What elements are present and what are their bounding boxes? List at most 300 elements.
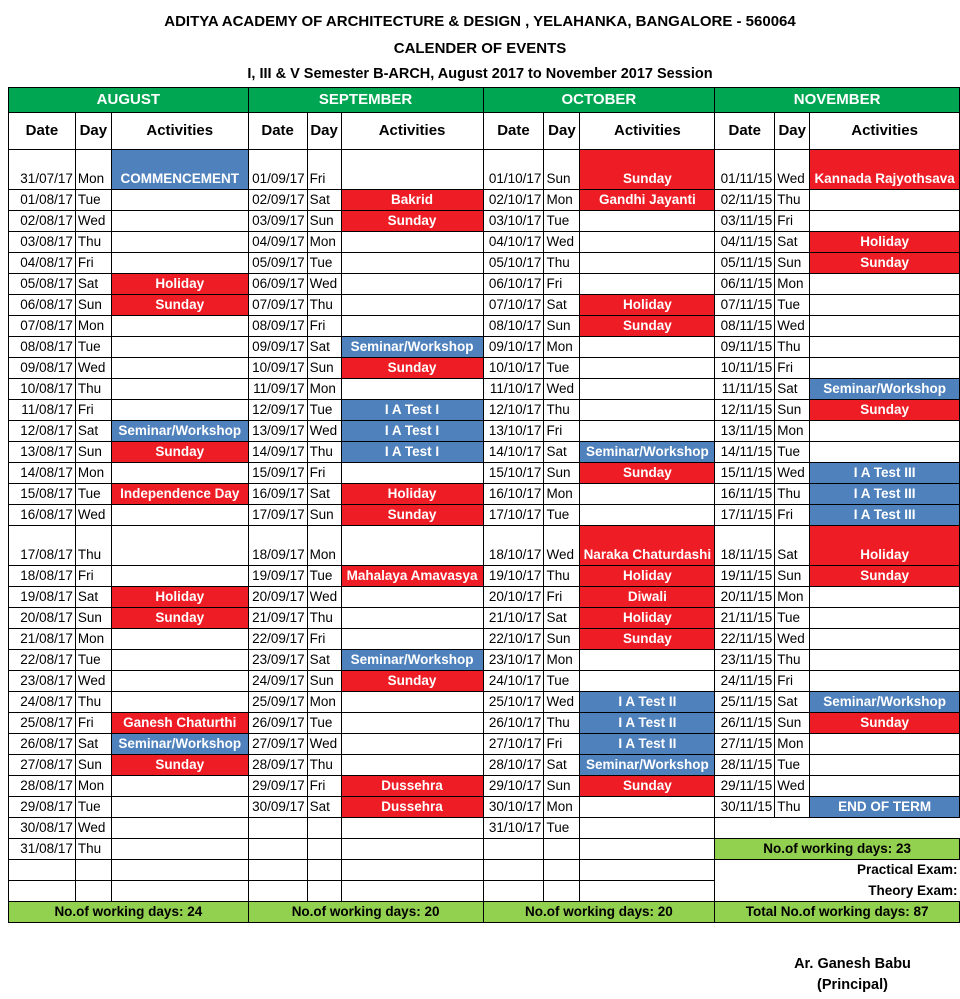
activity-cell: Seminar/Workshop [810,379,960,400]
working-days-total: Total No.of working days: 87 [715,902,960,923]
date-cell: 09/11/15 [715,337,775,358]
day-cell: Fri [75,253,111,274]
day-cell: Wed [544,232,580,253]
activity-cell [810,358,960,379]
activity-cell [341,839,483,860]
month-name: AUGUST [9,88,249,113]
date-cell: 26/11/15 [715,713,775,734]
day-cell: Mon [75,629,111,650]
day-cell: Thu [544,566,580,587]
activity-cell [580,505,715,526]
date-cell: 23/10/17 [483,650,544,671]
table-row [9,442,960,463]
date-cell: 19/10/17 [483,566,544,587]
date-cell: 16/10/17 [483,484,544,505]
month-name: NOVEMBER [715,88,960,113]
date-cell: 29/09/17 [248,776,307,797]
working-days-total: No.of working days: 24 [9,902,249,923]
activity-cell: I A Test III [810,484,960,505]
day-cell: Wed [307,421,341,442]
day-cell: Mon [75,316,111,337]
day-cell: Thu [307,608,341,629]
activity-cell: END OF TERM [810,797,960,818]
day-cell: Tue [75,650,111,671]
day-cell: Sun [775,400,810,421]
table-row [9,818,960,839]
activity-cell [341,608,483,629]
activity-cell: Gandhi Jayanti [580,190,715,211]
date-cell: 07/08/17 [9,316,76,337]
day-cell: Sun [544,629,580,650]
activity-cell [341,713,483,734]
activity-cell: Sunday [111,295,248,316]
activity-cell: Sunday [341,671,483,692]
day-cell: Thu [307,755,341,776]
table-row [9,860,960,881]
activity-cell: Sunday [111,755,248,776]
date-cell: 31/07/17 [9,150,76,190]
date-cell: 04/11/15 [715,232,775,253]
activity-cell: I A Test III [810,463,960,484]
column-header-row [9,113,960,150]
day-cell: Thu [544,713,580,734]
activity-cell: Sunday [810,713,960,734]
date-cell: 30/09/17 [248,797,307,818]
table-row [9,232,960,253]
date-cell: 18/09/17 [248,526,307,566]
day-cell: Thu [75,379,111,400]
date-cell: 26/08/17 [9,734,76,755]
date-cell: 27/11/15 [715,734,775,755]
activity-cell [111,190,248,211]
day-cell: Thu [544,400,580,421]
activity-cell [341,295,483,316]
day-cell: Fri [307,316,341,337]
empty-cell [341,881,483,902]
day-cell [544,839,580,860]
date-cell: 05/08/17 [9,274,76,295]
date-cell: 28/09/17 [248,755,307,776]
calendar-table [8,87,960,923]
column-header-day: Day [544,113,580,150]
signatory-title: (Principal) [817,977,888,993]
day-cell: Tue [75,190,111,211]
column-header-date: Date [483,113,544,150]
activity-cell [341,232,483,253]
date-cell: 25/11/15 [715,692,775,713]
day-cell: Thu [75,526,111,566]
column-header-day: Day [75,113,111,150]
day-cell: Mon [307,379,341,400]
day-cell: Sun [544,316,580,337]
activity-cell [111,316,248,337]
activity-cell: Seminar/Workshop [111,421,248,442]
activity-cell [810,211,960,232]
day-cell: Fri [544,734,580,755]
date-cell: 07/11/15 [715,295,775,316]
working-days-total: No.of working days: 20 [483,902,715,923]
activity-cell: I A Test I [341,421,483,442]
date-cell: 17/11/15 [715,505,775,526]
date-cell: 28/10/17 [483,755,544,776]
day-cell: Sun [75,295,111,316]
date-cell: 14/08/17 [9,463,76,484]
day-cell: Tue [544,818,580,839]
date-cell: 14/09/17 [248,442,307,463]
day-cell: Tue [544,671,580,692]
activity-cell [580,232,715,253]
date-cell: 12/09/17 [248,400,307,421]
day-cell: Fri [307,629,341,650]
day-cell: Mon [775,587,810,608]
activity-cell [580,337,715,358]
day-cell: Sun [775,713,810,734]
date-cell: 15/11/15 [715,463,775,484]
activity-cell: Bakrid [341,190,483,211]
day-cell: Mon [544,650,580,671]
activity-cell: I A Test I [341,442,483,463]
date-cell: 11/09/17 [248,379,307,400]
activity-cell [810,608,960,629]
table-row [9,358,960,379]
activity-cell [111,337,248,358]
activity-cell: Independence Day [111,484,248,505]
day-cell: Sat [544,755,580,776]
date-cell: 25/10/17 [483,692,544,713]
activity-cell: Holiday [580,566,715,587]
day-cell: Sat [307,190,341,211]
date-cell: 03/10/17 [483,211,544,232]
day-cell: Sat [307,650,341,671]
day-cell: Wed [775,150,810,190]
activity-cell [580,253,715,274]
activity-cell [111,358,248,379]
date-cell: 08/09/17 [248,316,307,337]
activity-cell [810,671,960,692]
working-days-row [9,902,960,923]
activity-cell: Sunday [341,505,483,526]
activity-cell [810,629,960,650]
date-cell: 05/09/17 [248,253,307,274]
day-cell: Tue [775,608,810,629]
empty-cell [248,860,307,881]
day-cell: Wed [75,358,111,379]
date-cell: 31/08/17 [9,839,76,860]
date-cell: 18/11/15 [715,526,775,566]
date-cell: 26/09/17 [248,713,307,734]
empty-cell [111,881,248,902]
day-cell: Thu [307,295,341,316]
day-cell: Sat [75,734,111,755]
date-cell: 10/09/17 [248,358,307,379]
date-cell: 18/08/17 [9,566,76,587]
activity-cell [810,587,960,608]
date-cell: 21/09/17 [248,608,307,629]
table-row [9,505,960,526]
date-cell: 20/11/15 [715,587,775,608]
day-cell: Mon [75,150,111,190]
activity-cell [111,505,248,526]
date-cell: 08/11/15 [715,316,775,337]
day-cell: Mon [775,421,810,442]
month-header-row [9,88,960,113]
empty-cell [75,860,111,881]
date-cell: 01/10/17 [483,150,544,190]
date-cell: 23/09/17 [248,650,307,671]
day-cell: Mon [775,734,810,755]
date-cell: 19/09/17 [248,566,307,587]
activity-cell [111,463,248,484]
day-cell: Thu [75,232,111,253]
day-cell: Mon [75,463,111,484]
activity-cell: Holiday [810,526,960,566]
day-cell: Wed [75,505,111,526]
date-cell: 22/11/15 [715,629,775,650]
date-cell: 24/09/17 [248,671,307,692]
date-cell: 25/09/17 [248,692,307,713]
activity-cell [111,797,248,818]
activity-cell [341,150,483,190]
activity-cell [111,629,248,650]
activity-cell [810,734,960,755]
activity-cell: Seminar/Workshop [111,734,248,755]
date-cell: 06/08/17 [9,295,76,316]
activity-cell: Sunday [580,150,715,190]
table-row [9,692,960,713]
date-cell: 02/09/17 [248,190,307,211]
date-cell: 17/09/17 [248,505,307,526]
date-cell: 13/10/17 [483,421,544,442]
date-cell: 11/08/17 [9,400,76,421]
activity-cell [580,358,715,379]
day-cell: Mon [307,692,341,713]
activity-cell: Sunday [810,253,960,274]
activity-cell: Seminar/Workshop [341,650,483,671]
day-cell: Mon [544,190,580,211]
date-cell: 20/10/17 [483,587,544,608]
activity-cell: Sunday [580,316,715,337]
table-row [9,337,960,358]
date-cell: 28/08/17 [9,776,76,797]
activity-cell [111,839,248,860]
empty-cell [544,881,580,902]
date-cell: 26/10/17 [483,713,544,734]
day-cell: Thu [75,692,111,713]
empty-cell [75,881,111,902]
date-cell: 22/08/17 [9,650,76,671]
day-cell: Wed [775,629,810,650]
activity-cell: Sunday [111,608,248,629]
day-cell: Thu [307,442,341,463]
session-subtitle: I, III & V Semester B-ARCH, August 2017 to November 2017 Session [247,66,713,82]
column-header-day: Day [775,113,810,150]
day-cell: Sun [775,253,810,274]
date-cell: 24/11/15 [715,671,775,692]
date-cell: 15/09/17 [248,463,307,484]
table-row [9,776,960,797]
activity-cell: Sunday [580,629,715,650]
day-cell: Sat [75,421,111,442]
table-row [9,881,960,902]
activity-cell [111,526,248,566]
empty-cell [307,860,341,881]
activity-cell [111,253,248,274]
activity-cell: Dussehra [341,776,483,797]
day-cell: Sun [307,358,341,379]
date-cell: 01/11/15 [715,150,775,190]
activity-cell: Holiday [580,608,715,629]
table-row [9,650,960,671]
activity-cell [580,484,715,505]
day-cell: Sun [307,671,341,692]
activity-cell: I A Test II [580,734,715,755]
practical-exam-label: Practical Exam: [856,862,958,878]
activity-cell: I A Test III [810,505,960,526]
date-cell: 15/08/17 [9,484,76,505]
table-row [9,755,960,776]
date-cell: 14/11/15 [715,442,775,463]
date-cell: 20/09/17 [248,587,307,608]
activity-cell: Holiday [111,274,248,295]
day-cell: Thu [775,337,810,358]
day-cell: Sun [75,442,111,463]
day-cell: Fri [75,400,111,421]
date-cell: 06/09/17 [248,274,307,295]
day-cell: Wed [544,526,580,566]
date-cell: 12/11/15 [715,400,775,421]
date-cell: 20/08/17 [9,608,76,629]
column-header-activities: Activities [111,113,248,150]
date-cell: 19/08/17 [9,587,76,608]
date-cell: 09/08/17 [9,358,76,379]
day-cell: Thu [75,839,111,860]
date-cell: 13/09/17 [248,421,307,442]
day-cell: Thu [775,650,810,671]
table-row [9,484,960,505]
empty-cell [715,818,960,839]
day-cell: Tue [775,295,810,316]
date-cell: 05/11/15 [715,253,775,274]
date-cell [248,818,307,839]
activity-cell: Seminar/Workshop [580,442,715,463]
activity-cell [341,463,483,484]
date-cell: 17/08/17 [9,526,76,566]
date-cell: 27/08/17 [9,755,76,776]
activity-cell [580,671,715,692]
document-title: CALENDER OF EVENTS [393,40,567,57]
table-row [9,526,960,566]
date-cell: 11/10/17 [483,379,544,400]
activity-cell [341,526,483,566]
activity-cell [580,650,715,671]
activity-cell [810,337,960,358]
day-cell: Fri [307,776,341,797]
empty-cell [544,860,580,881]
day-cell: Sun [775,566,810,587]
activity-cell [111,566,248,587]
activity-cell: Seminar/Workshop [341,337,483,358]
activity-cell [810,650,960,671]
day-cell: Wed [544,692,580,713]
activity-cell [810,295,960,316]
table-row [9,150,960,190]
day-cell: Fri [544,274,580,295]
table-row [9,671,960,692]
activity-cell [810,776,960,797]
activity-cell: Seminar/Workshop [810,692,960,713]
activity-cell: Sunday [341,358,483,379]
column-header-activities: Activities [341,113,483,150]
activity-cell: Sunday [341,211,483,232]
empty-cell [9,860,76,881]
date-cell: 21/11/15 [715,608,775,629]
day-cell: Wed [775,463,810,484]
empty-cell [9,881,76,902]
day-cell: Wed [75,211,111,232]
date-cell: 16/08/17 [9,505,76,526]
day-cell: Sun [544,463,580,484]
activity-cell: Sunday [580,463,715,484]
activity-cell [580,797,715,818]
date-cell: 18/10/17 [483,526,544,566]
working-days-november: No.of working days: 23 [715,839,960,860]
date-cell: 09/10/17 [483,337,544,358]
table-row [9,253,960,274]
table-row [9,211,960,232]
date-cell: 08/10/17 [483,316,544,337]
day-cell: Wed [544,379,580,400]
day-cell: Sun [75,608,111,629]
day-cell: Mon [544,337,580,358]
date-cell: 17/10/17 [483,505,544,526]
date-cell: 06/11/15 [715,274,775,295]
day-cell: Sat [544,608,580,629]
activity-cell [810,316,960,337]
date-cell: 04/09/17 [248,232,307,253]
empty-cell [580,881,715,902]
date-cell: 15/10/17 [483,463,544,484]
date-cell: 16/11/15 [715,484,775,505]
day-cell: Sat [775,232,810,253]
activity-cell [341,818,483,839]
day-cell: Sun [75,755,111,776]
activity-cell [580,421,715,442]
activity-cell [810,274,960,295]
date-cell: 12/08/17 [9,421,76,442]
activity-cell: Dussehra [341,797,483,818]
activity-cell [341,253,483,274]
activity-cell: Sunday [111,442,248,463]
activity-cell [111,650,248,671]
table-row [9,608,960,629]
date-cell: 29/10/17 [483,776,544,797]
day-cell: Wed [775,316,810,337]
day-cell: Wed [775,776,810,797]
date-cell: 28/11/15 [715,755,775,776]
empty-cell [307,881,341,902]
date-cell: 02/11/15 [715,190,775,211]
date-cell [248,839,307,860]
date-cell: 30/11/15 [715,797,775,818]
date-cell: 04/08/17 [9,253,76,274]
day-cell: Thu [775,484,810,505]
date-cell: 03/11/15 [715,211,775,232]
day-cell: Mon [775,274,810,295]
day-cell: Sun [544,150,580,190]
activity-cell [580,274,715,295]
activity-cell [341,274,483,295]
activity-cell [111,211,248,232]
